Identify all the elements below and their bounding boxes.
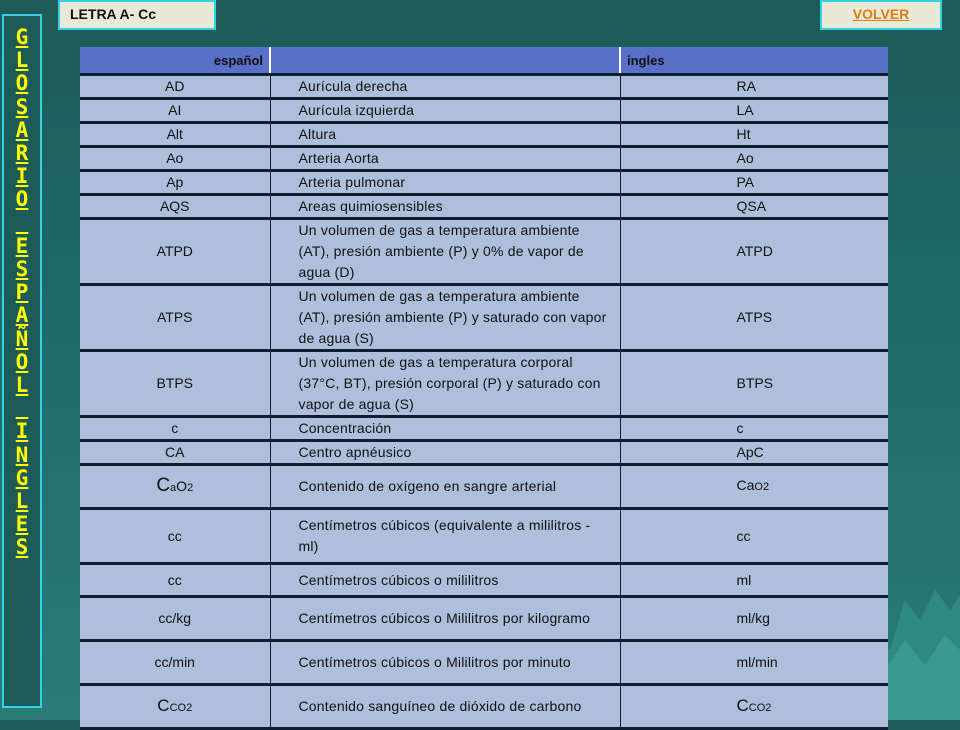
abbr-cell: CA bbox=[80, 441, 270, 465]
english-cell: QSA bbox=[620, 195, 888, 219]
meaning-cell: Un volumen de gas a temperatura corporal (37°C, BT), presión corporal (P) y saturado con vapor de agua (S) bbox=[270, 351, 620, 417]
page-title: LETRA A- Cc bbox=[58, 0, 216, 30]
column-english-label: ingles bbox=[627, 52, 665, 68]
abbr-cell: BTPS bbox=[80, 351, 270, 417]
table-row bbox=[80, 99, 888, 123]
table-row bbox=[80, 417, 888, 441]
meaning-cell: Contenido sanguíneo de dióxido de carbono bbox=[270, 685, 620, 729]
abbr-cell: cc/kg bbox=[80, 597, 270, 641]
table-row bbox=[80, 171, 888, 195]
english-cell: ml bbox=[620, 564, 888, 597]
english-sub: CO2 bbox=[748, 701, 772, 714]
sidebar-letter: G bbox=[15, 25, 29, 49]
english-cell: c bbox=[620, 417, 888, 441]
sidebar-spacer bbox=[4, 397, 40, 420]
abbr-cell: c bbox=[80, 417, 270, 441]
back-button[interactable]: VOLVER bbox=[820, 0, 942, 30]
table-row bbox=[80, 147, 888, 171]
english-cell bbox=[620, 685, 888, 729]
sidebar-letter: I bbox=[15, 164, 29, 189]
abbr-cell: Ap bbox=[80, 171, 270, 195]
meaning-cell: Contenido de oxígeno en sangre arterial bbox=[270, 465, 620, 509]
english-sub: O2 bbox=[754, 481, 770, 493]
column-spanish-label: español bbox=[213, 52, 263, 68]
english-cell: cc bbox=[620, 509, 888, 564]
meaning-cell: Areas quimiosensibles bbox=[270, 195, 620, 219]
abbr-sub: 2 bbox=[187, 481, 194, 494]
abbr-cell: Ao bbox=[80, 147, 270, 171]
english-main: C bbox=[736, 695, 749, 715]
table-row bbox=[80, 75, 888, 99]
sidebar-letter: P bbox=[15, 280, 29, 305]
meaning-cell: Centímetros cúbicos (equivalente a mililitros - ml) bbox=[270, 509, 620, 564]
meaning-cell: Centímetros cúbicos o mililitros bbox=[270, 564, 620, 597]
abbr-mid: O bbox=[176, 477, 188, 494]
abbr-cell: cc bbox=[80, 509, 270, 564]
abbr-cell: ATPD bbox=[80, 219, 270, 285]
english-cell: ml/kg bbox=[620, 597, 888, 641]
abbr-cell: AI bbox=[80, 99, 270, 123]
abbr-cell: ATPS bbox=[80, 285, 270, 351]
header-cell bbox=[270, 47, 620, 75]
abbr-cell bbox=[80, 685, 270, 729]
table-header bbox=[80, 47, 888, 75]
abbr-main: C bbox=[156, 474, 171, 496]
sidebar-letter: L bbox=[15, 373, 29, 398]
abbr-cell: AQS bbox=[80, 195, 270, 219]
sidebar-letter: E bbox=[15, 233, 29, 258]
english-cell: ATPS bbox=[620, 285, 888, 351]
english-main: Ca bbox=[736, 477, 755, 493]
meaning-cell: Arteria Aorta bbox=[270, 147, 620, 171]
abbr-cell: Alt bbox=[80, 123, 270, 147]
abbr-sub: a bbox=[170, 481, 177, 494]
table-row bbox=[80, 509, 888, 564]
meaning-cell: Centímetros cúbicos o Mililitros por minuto bbox=[270, 641, 620, 685]
sidebar-letter: E bbox=[15, 512, 29, 537]
header-cell bbox=[80, 47, 270, 75]
sidebar-letter: O bbox=[15, 349, 29, 374]
sidebar-letter: N bbox=[15, 442, 29, 467]
english-cell: RA bbox=[620, 75, 888, 99]
meaning-cell: Aurícula derecha bbox=[270, 75, 620, 99]
table-row bbox=[80, 285, 888, 351]
abbr-cell bbox=[80, 465, 270, 509]
english-cell: ATPD bbox=[620, 219, 888, 285]
meaning-cell: Un volumen de gas a temperatura ambiente (AT), presión ambiente (P) y saturado con vapor de agua (S) bbox=[270, 285, 620, 351]
english-cell: Ht bbox=[620, 123, 888, 147]
table-row bbox=[80, 465, 888, 509]
meaning-cell: Un volumen de gas a temperatura ambiente (AT), presión ambiente (P) y 0% de vapor de agua (D) bbox=[270, 219, 620, 285]
meaning-cell: Centímetros cúbicos o Mililitros por kilogramo bbox=[270, 597, 620, 641]
glossary-table bbox=[80, 47, 888, 730]
abbr-cell: cc/min bbox=[80, 641, 270, 685]
table-row bbox=[80, 641, 888, 685]
sidebar-letter: S bbox=[15, 257, 29, 282]
sidebar-letter: O bbox=[15, 71, 29, 96]
table-row bbox=[80, 195, 888, 219]
abbr-sub: CO2 bbox=[169, 701, 193, 714]
glossary-sidebar-link[interactable] bbox=[2, 14, 42, 708]
abbr-cell: cc bbox=[80, 564, 270, 597]
english-cell: ml/min bbox=[620, 641, 888, 685]
table-row bbox=[80, 219, 888, 285]
sidebar-letter: Ñ bbox=[15, 326, 29, 351]
abbr-main: C bbox=[157, 695, 170, 715]
sidebar-letter: L bbox=[15, 489, 29, 514]
sidebar-letter: A bbox=[15, 303, 29, 328]
sidebar-letter: S bbox=[15, 94, 29, 119]
english-cell bbox=[620, 465, 888, 509]
english-cell: LA bbox=[620, 99, 888, 123]
abbr-cell: AD bbox=[80, 75, 270, 99]
english-cell: PA bbox=[620, 171, 888, 195]
english-cell: ApC bbox=[620, 441, 888, 465]
sidebar-letter: S bbox=[15, 535, 29, 560]
sidebar-letter: I bbox=[15, 419, 29, 444]
sidebar-letter: L bbox=[15, 48, 29, 73]
table-row bbox=[80, 597, 888, 641]
sidebar-letter: G bbox=[15, 465, 29, 490]
meaning-cell: Arteria pulmonar bbox=[270, 171, 620, 195]
table-row bbox=[80, 564, 888, 597]
sidebar-spacer bbox=[4, 212, 40, 235]
sidebar-letter: O bbox=[15, 187, 29, 212]
table-row bbox=[80, 441, 888, 465]
sidebar-letter: R bbox=[15, 141, 29, 166]
sidebar-letter: A bbox=[15, 117, 29, 142]
table-row bbox=[80, 351, 888, 417]
meaning-cell: Centro apnéusico bbox=[270, 441, 620, 465]
english-cell: Ao bbox=[620, 147, 888, 171]
meaning-cell: Concentración bbox=[270, 417, 620, 441]
table-row bbox=[80, 123, 888, 147]
table-row bbox=[80, 685, 888, 729]
meaning-cell: Aurícula izquierda bbox=[270, 99, 620, 123]
meaning-cell: Altura bbox=[270, 123, 620, 147]
header-cell bbox=[620, 47, 888, 75]
english-cell: BTPS bbox=[620, 351, 888, 417]
